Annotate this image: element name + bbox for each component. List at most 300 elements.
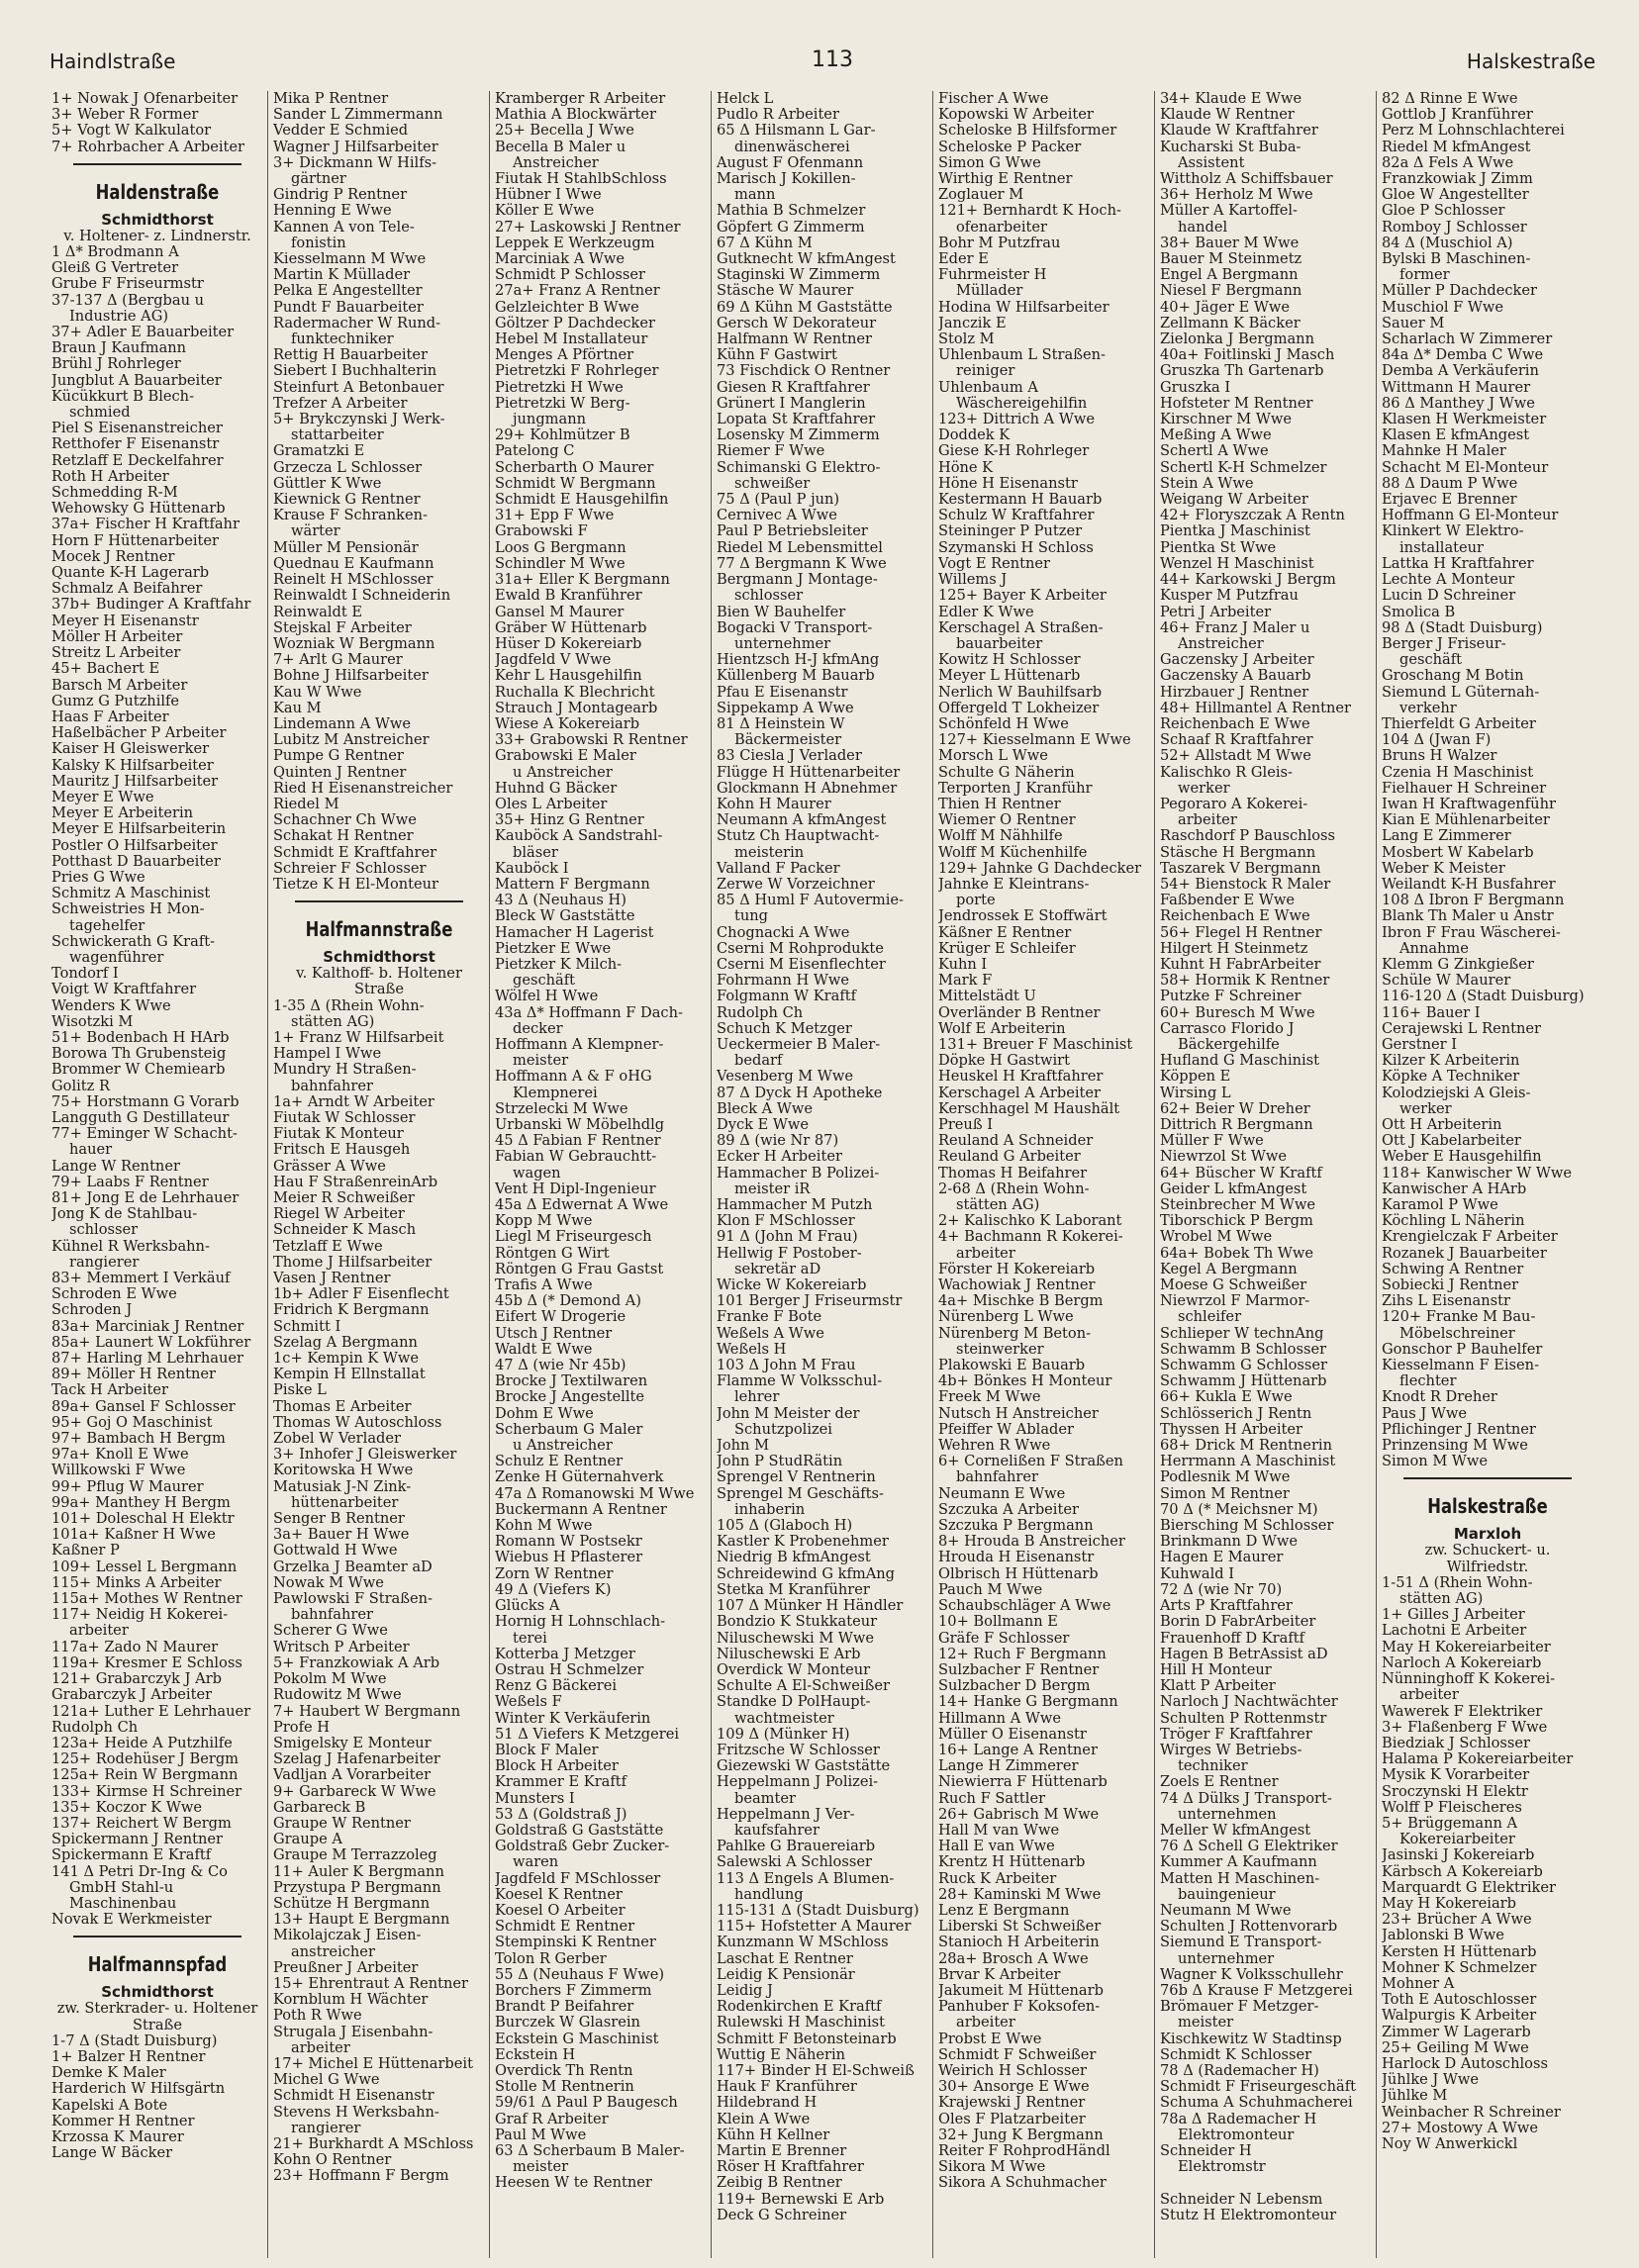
resident-entry: Brvar K Arbeiter [938,1966,1061,1983]
resident-entry: Wenzel H Maschinist [1160,555,1314,572]
resident-entry: Schmidt F Schweißer [938,2046,1097,2063]
resident-entry: mann [734,187,776,204]
resident-entry: 3+ Dickmann W Hilfs- [273,154,437,171]
resident-entry: Hagen B BetrAssist aD [1160,1646,1328,1662]
resident-entry: Hillmann A Wwe [938,1710,1062,1727]
resident-entry: Pegoraro A Kokerei- [1160,796,1308,812]
resident-entry: Reinelt H MSchlosser [273,572,434,589]
resident-entry: Raschdorf P Bauschloss [1160,828,1336,845]
resident-entry: Ott J Kabelarbeiter [1382,1133,1521,1150]
resident-entry: May H Kokereiarb [1382,1895,1516,1912]
resident-entry: bauingenieur [1178,1886,1276,1903]
resident-entry: Stolz M [938,331,995,348]
resident-entry: 2+ Kalischko K Laborant [938,1213,1122,1230]
resident-entry: Quinten J Rentner [273,764,407,781]
resident-entry: Meyer E Wwe [51,789,154,805]
resident-entry: Weßels F [495,1694,562,1711]
resident-entry: Janczik E [938,315,1007,331]
resident-entry: Vadljan A Vorarbeiter [273,1767,432,1784]
resident-entry: Grabowski E Maler [495,748,636,765]
resident-entry: Schneider K Masch [273,1222,417,1239]
resident-entry: Schlösserich J Rentn [1160,1405,1312,1422]
resident-entry: Overdick W Monteur [717,1661,871,1678]
page-header [49,44,1595,73]
resident-entry: 105 Δ (Glaboch H) [717,1518,853,1535]
resident-entry: John P StudRätin [717,1454,843,1470]
resident-entry: wagenführer [69,949,164,966]
resident-entry: Mundry H Straßen- [273,1062,417,1079]
resident-entry: Waldt E Wwe [495,1341,593,1358]
resident-entry: Schmitz A Maschinist [51,886,211,902]
resident-entry: Kalsky K Hilfsarbeiter [51,757,214,774]
resident-entry: Poth R Wwe [273,2008,362,2025]
resident-entry: 115a+ Mothes W Rentner [51,1591,242,1608]
resident-entry: Ott H Arbeiterin [1382,1117,1502,1133]
resident-entry: Podlesnik M Wwe [1160,1469,1291,1486]
column-divider [932,91,933,2258]
resident-entry: 74 Δ Dülks J Transport- [1160,1790,1332,1807]
resident-entry: Niedrig B kfmAngest [717,1550,871,1566]
resident-entry: Döpke H Gastwirt [938,1053,1071,1070]
resident-entry: 77+ Eminger W Schacht- [51,1126,238,1143]
resident-entry: 46+ Franz J Maler u [1160,619,1310,636]
section-rule [295,900,463,902]
resident-entry: Toth E Autoschlosser [1382,1992,1537,2009]
resident-entry: 73 Fischdick O Rentner [717,363,891,380]
resident-entry: 141 Δ Petri Dr-Ing & Co [51,1863,228,1880]
resident-entry: Schroden E Wwe [51,1286,177,1303]
resident-entry: Lenz E Bergmann [938,1902,1070,1919]
resident-entry: Lubitz M Anstreicher [273,732,430,749]
resident-entry: Sikora M Wwe [938,2159,1046,2176]
resident-entry: Wolff M Küchenhilfe [938,844,1088,861]
resident-entry: Wrobel M Wwe [1160,1229,1273,1246]
resident-entry: Rozanek J Bauarbeiter [1382,1245,1547,1262]
resident-entry: Jendrossek E Stoffwärt [938,908,1108,925]
resident-entry: Gaczensky A Bauarb [1160,668,1311,685]
resident-entry: Klein A Wwe [717,2111,811,2127]
resident-entry: Zorn W Rentner [495,1565,614,1582]
resident-entry: Klempnerei [513,1085,598,1101]
resident-entry: Nürenberg L Wwe [938,1309,1074,1326]
resident-entry: Kaiser H Gleiswerker [51,741,210,758]
resident-entry: Schüle W Maurer [1382,973,1511,990]
resident-entry: Hoffmann G El-Monteur [1382,508,1559,524]
resident-entry: 27+ Mostowy A Wwe [1382,2120,1538,2136]
resident-entry: Kempin H Ellnstallat [273,1367,426,1383]
resident-entry: Bergmann J Montage- [717,572,878,589]
resident-entry: 16+ Lange A Rentner [938,1742,1098,1758]
resident-entry: Braun J Kaufmann [51,340,187,357]
resident-entry: Fritzsche W Schlosser [717,1742,880,1758]
resident-entry: Jühlke M [1382,2088,1448,2105]
resident-entry: Schulten P Rottenmstr [1160,1710,1327,1727]
resident-entry: 121a+ Luther E Lehrhauer [51,1703,251,1720]
resident-entry: Kerschagel A Arbeiter [938,1085,1101,1101]
resident-entry: Valland F Packer [717,860,840,877]
resident-entry: Kummer A Kaufmann [1160,1854,1317,1871]
resident-entry: 40a+ Foitlinski J Masch [1160,347,1335,364]
resident-entry: Ruck K Arbeiter [938,1870,1057,1887]
resident-entry: Franzkowiak J Zimm [1382,171,1533,188]
resident-entry: Przystupa P Bergmann [273,1879,441,1896]
resident-entry: meister iR [734,1181,811,1197]
resident-entry: Kegel A Bergmann [1160,1261,1298,1277]
resident-entry: 1 Δ* Brodmann A [51,244,179,261]
resident-entry: Köller E Wwe [495,203,595,220]
resident-entry: Vedder E Schmied [273,123,409,140]
resident-entry: Lange H Zimmerer [938,1758,1079,1775]
resident-entry: Jagdfeld F MSchlosser [495,1870,661,1887]
resident-entry: Taszarek V Bergmann [1160,860,1321,877]
resident-entry: Erjavec E Brenner [1382,492,1517,509]
resident-entry: 47a Δ Romanowski M Wwe [495,1485,695,1502]
resident-entry: Trafis A Wwe [495,1277,593,1294]
resident-entry: 125a+ Rein W Bergmann [51,1767,239,1784]
resident-entry: Kokereiarbeiter [1399,1832,1515,1848]
resident-entry: Schwamm J Hüttenarb [1160,1373,1327,1390]
resident-entry: Kohn M Wwe [495,1518,593,1535]
resident-entry: 1+ Nowak J Ofenarbeiter [51,91,239,107]
resident-entry: Klasen E kfmAngest [1382,427,1530,444]
resident-entry: 83a+ Marciniak J Rentner [51,1318,244,1335]
resident-entry: Oles L Arbeiter [495,796,608,812]
resident-entry: 63 Δ Scherbaum B Maler- [495,2143,685,2159]
resident-entry: Brinkmann D Wwe [1160,1534,1299,1551]
resident-entry: Borin D FabrArbeiter [1160,1614,1316,1631]
resident-entry: Wölfel H Wwe [495,989,599,1005]
resident-entry: meister [513,2159,569,2176]
resident-entry: 86 Δ Manthey J Wwe [1382,395,1535,412]
resident-entry: porte [956,893,996,909]
resident-entry: Müller M Pensionär [273,539,419,556]
resident-entry: rangierer [291,2120,361,2136]
resident-entry: Mathia B Schmelzer [717,203,866,220]
resident-entry: Heesen W te Rentner [495,2175,652,2192]
resident-entry: Folgmann W Kraftf [717,989,856,1005]
resident-entry: Narloch J Nachtwächter [1160,1694,1338,1711]
resident-entry: Goldstraß G Gaststätte [495,1822,664,1839]
resident-entry: 85a+ Launert W Lokführer [51,1334,251,1351]
resident-entry: Gräfe F Schlosser [938,1630,1070,1647]
resident-entry: 60+ Buresch M Wwe [1160,1004,1315,1021]
resident-entry: Siebert I Buchhalterin [273,363,437,380]
resident-entry: Kühnel R Werksbahn- [51,1238,210,1255]
district-name: Schmidthorst [101,210,214,229]
resident-entry: Kerschagel A Straßen- [938,619,1104,636]
resident-entry: Bylski B Maschinen- [1382,251,1531,268]
resident-entry: Sroczynski H Elektr [1382,1783,1528,1800]
resident-entry: Schaubschläger A Wwe [938,1598,1111,1615]
resident-entry: 3+ Flaßenberg F Wwe [1382,1719,1548,1736]
resident-entry: Buckermann A Rentner [495,1501,667,1518]
resident-entry: Schroden J [51,1302,133,1319]
resident-entry: Schertl A Wwe [1160,443,1269,460]
resident-entry: Marquardt G Elektriker [1382,1879,1556,1896]
resident-entry: Weinbacher R Schreiner [1382,2104,1561,2121]
resident-entry: Zihs L Eisenanstr [1382,1293,1510,1310]
resident-entry: Senger B Rentner [273,1511,405,1528]
resident-entry: 115+ Hofstetter A Maurer [717,1919,912,1936]
resident-entry: Szymanski H Schloss [938,539,1094,556]
resident-entry: Hoffmann A Klempner- [495,1036,664,1053]
resident-entry: unternehmer [734,635,831,652]
resident-entry: Hellwig F Postober- [717,1245,862,1262]
resident-entry: Mikolajczak J Eisen- [273,1928,422,1944]
section-rule [1403,1477,1572,1479]
resident-entry: Niluschewski E Arb [717,1646,861,1662]
resident-entry: Prinzensing M Wwe [1382,1438,1528,1455]
resident-entry: techniker [1178,1758,1248,1775]
resident-entry: Cserni M Eisenflechter [717,956,886,973]
resident-entry: Biersching M Schlosser [1160,1518,1334,1535]
resident-entry: Ueckermeier B Maler- [717,1036,881,1053]
resident-entry: 7+ Arlt G Maurer [273,652,403,669]
resident-entry: Grzelka J Beamter aD [273,1559,433,1575]
header-left-street: Haindlstraße [49,49,176,73]
resident-entry: Müller O Eisenanstr [938,1726,1087,1743]
resident-entry: 84a Δ* Demba C Wwe [1382,347,1544,364]
resident-entry: Göltzer P Dachdecker [495,315,655,331]
resident-entry: 3+ Weber R Former [51,107,199,124]
resident-entry: Demke K Maler [51,2065,166,2082]
resident-entry: Schmitt I [273,1318,341,1335]
resident-entry: Graupe A [273,1832,342,1848]
resident-entry: former [1399,267,1450,284]
resident-entry: 82a Δ Fels A Wwe [1382,154,1514,171]
resident-entry: Weber K Meister [1382,860,1505,877]
resident-entry: 8+ Hrouda B Anstreicher [938,1534,1125,1551]
resident-entry: Tietze K H El-Monteur [273,876,439,893]
resident-entry: 55 Δ (Neuhaus F Wwe) [495,1966,665,1983]
street-heading: Halskestraße [1427,1494,1548,1519]
directory-column [717,91,928,2258]
resident-entry: Röntgen G Frau Gastst [495,1261,664,1277]
resident-entry: 115-131 Δ (Stadt Duisburg) [717,1902,919,1919]
resident-entry: Putzke F Schreiner [1160,989,1302,1005]
district-name: Schmidthorst [101,1983,214,2002]
resident-entry: Schmedding R-M [51,485,178,502]
resident-entry: Jungblut A Bauarbeiter [51,372,222,389]
resident-entry: Paul M Wwe [495,2126,587,2143]
street-range: Straße [133,2016,182,2033]
resident-entry: Wolff M Nähhilfe [938,828,1063,845]
street-range: zw. Schuckert- u. [1424,1542,1551,1559]
resident-entry: 12+ Ruch F Bergmann [938,1646,1107,1662]
resident-entry: 2-68 Δ (Rhein Wohn- [938,1181,1090,1197]
resident-entry: Stutz Ch Hauptwacht- [717,828,880,845]
resident-entry: 13+ Haupt E Bergmann [273,1912,450,1929]
resident-entry: 51 Δ Viefers K Metzgerei [495,1726,680,1743]
resident-entry: Fabian W Gebrauchtt- [495,1149,657,1166]
resident-entry: Utsch J Rentner [495,1325,613,1342]
resident-entry: Schulte G Näherin [938,764,1075,781]
resident-entry: Pumpe G Rentner [273,748,404,765]
resident-entry: 28+ Kaminski M Wwe [938,1886,1102,1903]
resident-entry: Kornblum H Wächter [273,1992,429,2009]
resident-entry: Potthast D Bauarbeiter [51,853,221,870]
resident-entry: Pientka J Maschinist [1160,523,1310,540]
resident-entry: Kopp M Wwe [495,1213,593,1230]
resident-entry: stattarbeiter [291,427,384,444]
resident-entry: 23+ Hoffmann F Bergm [273,2168,449,2185]
resident-entry: 25+ Becella J Wwe [495,123,634,140]
resident-entry: 45a Δ Edwernat A Wwe [495,1197,669,1214]
resident-entry: 129+ Jahnke G Dachdecker [938,860,1142,877]
resident-entry: Mauritz J Hilfsarbeiter [51,773,219,790]
resident-entry: Sprengel V Rentnerin [717,1469,876,1486]
resident-entry: Mittelstädt U [938,989,1036,1005]
resident-entry: beamter [734,1790,796,1807]
resident-entry: Golitz R [51,1078,110,1094]
resident-entry: Kalischko R Gleis- [1160,764,1293,781]
resident-entry: 67 Δ Kühn M [717,235,813,251]
resident-entry: verkehr [1399,700,1457,716]
resident-entry: Fuhrmeister H [938,267,1047,284]
resident-entry: Krengielczak F Arbeiter [1382,1229,1558,1246]
resident-entry: Förster H Kokereiarb [938,1261,1096,1277]
resident-entry: Heuskel H Kraftfahrer [938,1069,1104,1086]
resident-entry: Mattern F Bergmann [495,876,650,893]
resident-entry: 1c+ Kempin K Wwe [273,1351,420,1368]
street-range: Wilfriedstr. [1446,1558,1529,1575]
resident-entry: Wozniak W Bergmann [273,635,435,652]
resident-entry: Edler K Wwe [938,604,1034,620]
resident-entry: 51+ Bodenbach H HArb [51,1029,230,1046]
resident-entry: Weirich H Schlosser [938,2062,1087,2079]
resident-entry: Niewrzol St Wwe [1160,1149,1287,1166]
resident-entry: Eckstein H [495,2046,576,2063]
resident-entry: Rudowitz M Wwe [273,1687,402,1704]
resident-entry: Wicke W Kokereiarb [717,1277,867,1294]
resident-entry: 52+ Allstadt M Wwe [1160,748,1311,765]
resident-entry: meister [1178,2015,1234,2032]
resident-entry: Wittmann H Maurer [1382,379,1531,396]
resident-entry: Halama P Kokereiarbeiter [1382,1751,1574,1768]
resident-entry: Gloe P Schlosser [1382,203,1505,220]
resident-entry: 28a+ Brosch A Wwe [938,1950,1089,1967]
resident-entry: Terporten J Kranführ [938,780,1093,797]
resident-entry: Thomas H Beifahrer [938,1165,1088,1181]
resident-entry: Winter K Verkäuferin [495,1710,651,1727]
resident-entry: Pflichinger J Rentner [1382,1421,1536,1438]
resident-entry: 5+ Vogt W Kalkulator [51,123,212,140]
resident-entry: Schutzpolizei [734,1421,832,1438]
resident-entry: Klon F MSchlosser [717,1213,855,1230]
resident-entry: 32+ Jung K Bergmann [938,2126,1104,2143]
resident-entry: wärter [291,523,340,540]
resident-entry: Olbrisch H Hüttenarb [938,1565,1099,1582]
resident-entry: Michel G Wwe [273,2072,380,2089]
resident-entry: Schuch K Metzger [717,1020,852,1037]
resident-entry: hüttenarbeiter [291,1494,399,1511]
resident-entry: Küllenberg M Bauarb [717,668,875,685]
street-heading: Halfmannspfad [87,1952,228,1977]
resident-entry: Hamacher H Lagerist [495,924,654,941]
resident-entry: 115+ Minks A Arbeiter [51,1574,222,1591]
resident-entry: 107 Δ Münker H Händler [717,1598,904,1615]
resident-entry: Nutsch H Anstreicher [938,1405,1099,1422]
resident-entry: Kischkewitz W Stadtinsp [1160,2031,1342,2047]
resident-entry: Schmidt E Rentner [495,1919,635,1936]
resident-entry: stätten AG) [291,1013,375,1030]
resident-entry: Bleck W Gaststätte [495,908,635,925]
resident-entry: 117+ Binder H El-Schweiß [717,2062,915,2079]
resident-entry: Freek M Wwe [938,1389,1041,1406]
resident-entry: Kärbsch A Kokereiarb [1382,1863,1543,1880]
resident-entry: Hufland G Maschinist [1160,1053,1320,1070]
resident-entry: Wachowiak J Rentner [938,1277,1096,1294]
resident-entry: Iwan H Kraftwagenführ [1382,796,1556,812]
resident-entry: Bohr M Putzfrau [938,235,1061,251]
resident-entry: Goldstraß Gebr Zucker- [495,1839,670,1855]
resident-entry: Losensky M Zimmerm [717,427,880,444]
resident-entry: Liegl M Friseurgesch [495,1229,652,1246]
resident-entry: Schreier F Schlosser [273,860,427,877]
resident-entry: Kauböck I [495,860,569,877]
resident-entry: Gerstner I [1382,1036,1458,1053]
directory-column [273,91,485,2258]
resident-entry: Romann W Postsekr [495,1534,642,1551]
resident-entry: 29+ Kohlmützer B [495,427,630,444]
resident-entry: 70 Δ (* Meichsner M) [1160,1501,1318,1518]
resident-entry: 37-137 Δ (Bergbau u [51,292,205,309]
resident-entry: Harderich W Hilfsgärtn [51,2081,226,2098]
resident-entry: Zellmann K Bäcker [1160,315,1301,331]
resident-entry: Kerschhagel M Haushält [938,1100,1120,1117]
resident-entry: Trefzer A Arbeiter [273,395,408,412]
resident-entry: Kersten H Hüttenarb [1382,1943,1537,1960]
resident-entry: Brömauer F Metzger- [1160,1999,1319,2016]
resident-entry: Stutz H Elektromonteur [1160,2207,1337,2223]
resident-entry: Meier R Schweißer [273,1190,415,1206]
resident-entry: Blank Th Maler u Anstr [1382,908,1554,925]
resident-entry: Ewald B Kranführer [495,588,642,605]
resident-entry: Tiborschick P Bergm [1160,1213,1313,1230]
resident-entry: Borowa Th Grubensteig [51,1046,227,1063]
resident-entry: Reuland G Arbeiter [938,1149,1081,1166]
resident-entry: Fiutak W Schlosser [273,1109,416,1126]
resident-entry: Martin K Müllader [273,267,411,284]
resident-entry: Gruszka I [1160,379,1231,396]
resident-entry: Jablonski B Wwe [1382,1928,1504,1944]
resident-entry: schleifer [1178,1309,1242,1326]
resident-entry: 1-7 Δ (Stadt Duisburg) [51,2032,218,2049]
resident-entry: 97+ Bambach H Bergm [51,1431,226,1448]
resident-entry: Lechte A Monteur [1382,572,1515,589]
resident-entry: geschäft [1399,652,1463,669]
resident-entry: terei [513,1630,547,1647]
resident-entry: 3+ Inhofer J Gleiswerker [273,1447,457,1464]
resident-entry: Herrmann A Maschinist [1160,1454,1336,1470]
resident-entry: Standke D PolHaupt- [717,1694,871,1711]
directory-column [1160,91,1372,2258]
resident-entry: Krause F Schranken- [273,508,428,524]
resident-entry: Wawerek F Elektriker [1382,1703,1543,1720]
resident-entry: 75+ Horstmann G Vorarb [51,1093,240,1110]
resident-entry: Reinwaldt I Schneiderin [273,588,451,605]
resident-entry: Schaaf R Kraftfahrer [1160,732,1313,749]
resident-entry: Hau F StraßenreinArb [273,1174,438,1190]
resident-entry: Schachner Ch Wwe [273,812,417,829]
resident-entry: Gloe W Angestellter [1382,187,1529,204]
resident-entry: Thomas E Arbeiter [273,1398,412,1415]
resident-entry: installateur [1399,539,1485,556]
resident-entry: Weber E Hausgehilfin [1382,1149,1542,1166]
resident-entry: Graupe W Rentner [273,1815,411,1832]
resident-entry: wagen [513,1165,561,1181]
resident-entry: Reichenbach E Wwe [1160,715,1310,732]
